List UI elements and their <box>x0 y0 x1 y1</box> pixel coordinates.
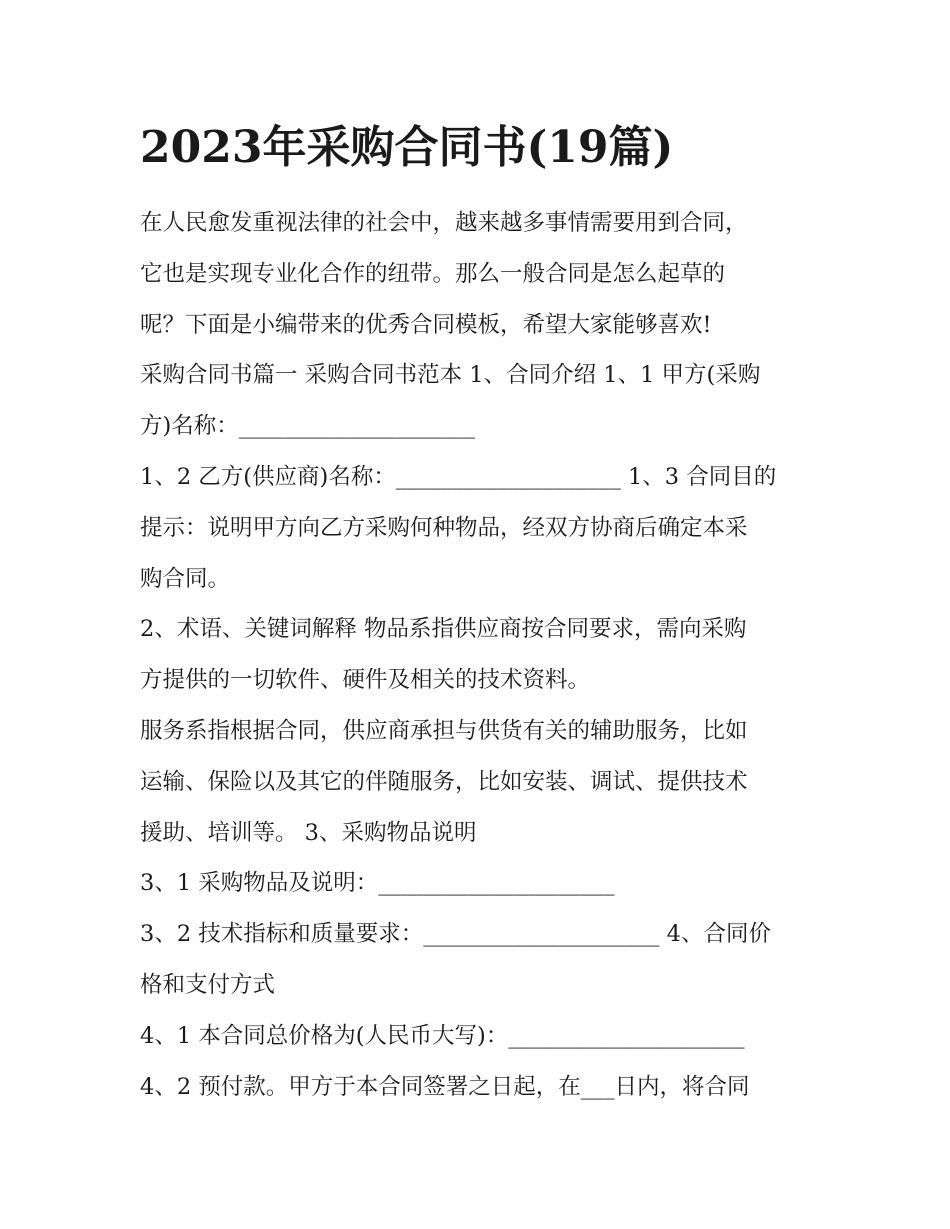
body-line: 4、2 预付款。甲方于本合同签署之日起，在___日内，将合同 <box>140 1073 750 1100</box>
body-line: 4、1 本合同总价格为(人民币大写)：_____________________ <box>140 1022 745 1049</box>
body-line: 援助、培训等。 3、采购物品说明 <box>140 819 477 846</box>
body-line: 3、1 采购物品及说明：_____________________ <box>140 870 615 897</box>
body-line: 购合同。 <box>140 565 231 592</box>
body-line: 提示：说明甲方向乙方采购何种物品，经双方协商后确定本采 <box>140 514 748 541</box>
body-line: 方提供的一切软件、硬件及相关的技术资料。 <box>140 667 591 694</box>
body-line: 运输、保险以及其它的伴随服务，比如安装、调试、提供技术 <box>140 768 748 795</box>
document-title: 2023年采购合同书(19篇) <box>140 122 674 173</box>
body-line: 格和支付方式 <box>140 971 276 998</box>
body-line: 呢？下面是小编带来的优秀合同模板，希望大家能够喜欢! <box>140 311 712 338</box>
body-line: 在人民愈发重视法律的社会中，越来越多事情需要用到合同， <box>140 210 748 236</box>
body-line: 它也是实现专业化合作的纽带。那么一般合同是怎么起草的 <box>140 260 726 287</box>
document-body <box>140 198 820 1112</box>
body-line: 方)名称：_____________________ <box>140 413 476 440</box>
body-line: 2、术语、关键词解释 物品系指供应商按合同要求，需向采购 <box>140 616 747 643</box>
body-line: 服务系指根据合同，供应商承担与供货有关的辅助服务，比如 <box>140 717 748 744</box>
body-line: 3、2 技术指标和质量要求：_____________________ 4、合同价 <box>140 921 772 948</box>
body-line: 1、2 乙方(供应商)名称：____________________ 1、3 合同目的 <box>140 463 777 490</box>
body-line: 采购合同书篇一 采购合同书范本 1、合同介绍 1、1 甲方(采购 <box>140 362 761 389</box>
